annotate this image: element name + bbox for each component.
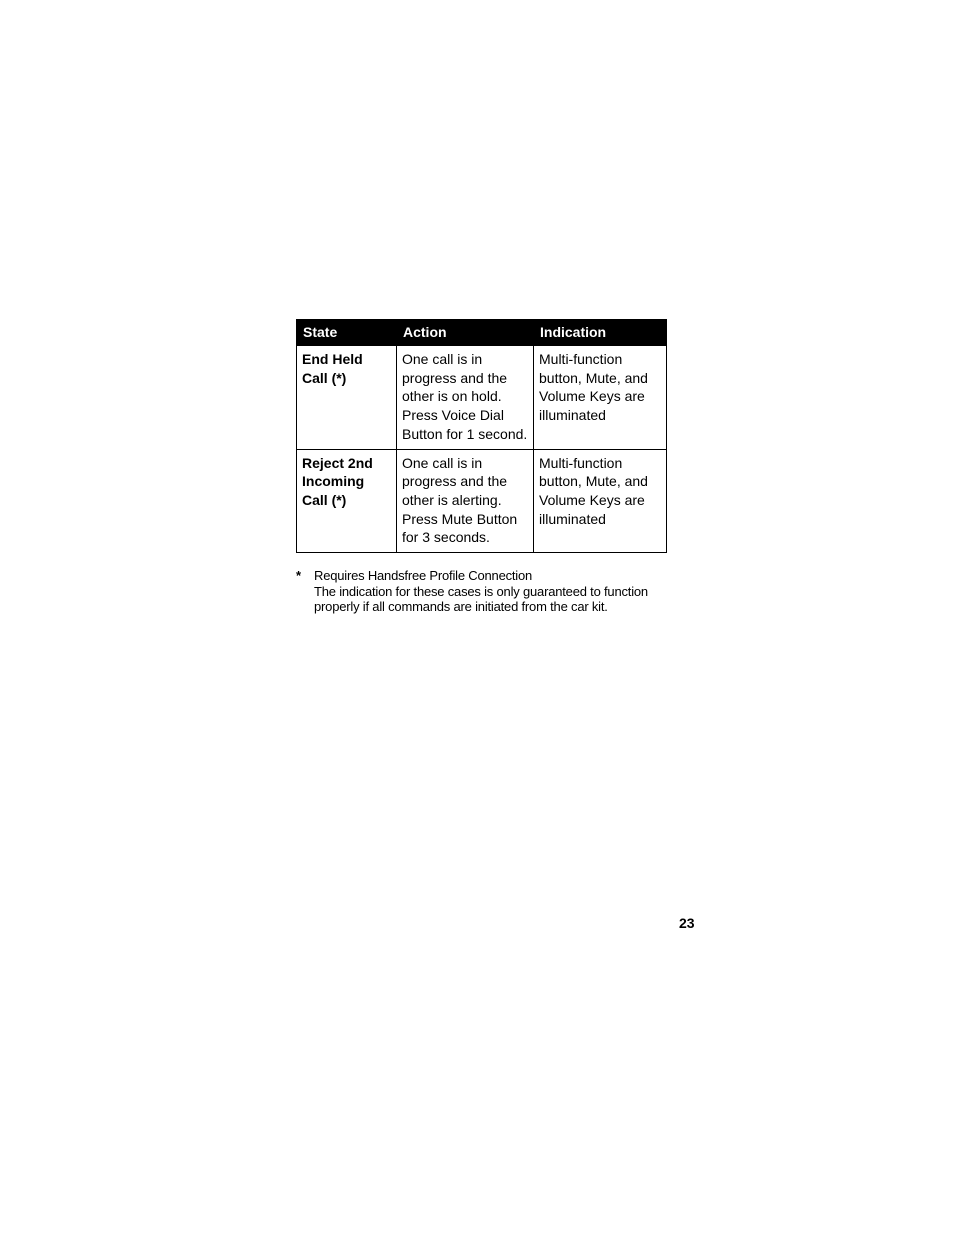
indication-line: illuminated bbox=[539, 510, 606, 527]
state-line: Incoming bbox=[302, 473, 365, 490]
action-line: Button for 1 second. bbox=[402, 425, 528, 442]
indication-line: button, Mute, and bbox=[539, 369, 648, 386]
indication-cell bbox=[534, 346, 667, 450]
action-cell bbox=[397, 346, 534, 450]
action-cell bbox=[397, 449, 534, 553]
action-line: other is on hold. bbox=[402, 388, 502, 405]
footnote-text bbox=[314, 568, 674, 615]
page-number: 23 bbox=[679, 915, 695, 931]
indication-line: Multi-function bbox=[539, 454, 623, 471]
action-line: One call is in bbox=[402, 454, 483, 471]
indication-line: Volume Keys are bbox=[539, 388, 645, 405]
call-feature-table bbox=[296, 319, 667, 553]
indication-cell bbox=[534, 449, 667, 553]
indication-line: illuminated bbox=[539, 407, 606, 424]
indication-line: Volume Keys are bbox=[539, 491, 645, 508]
action-line: for 3 seconds. bbox=[402, 529, 490, 546]
column-header-action: Action bbox=[397, 320, 534, 346]
action-line: Press Mute Button bbox=[402, 510, 518, 527]
table-row bbox=[297, 449, 667, 553]
action-line: progress and the bbox=[402, 369, 508, 386]
state-line: Reject 2nd bbox=[302, 454, 373, 471]
footnote-line: properly if all commands are initiated from the car kit. bbox=[314, 599, 608, 614]
column-header-state: State bbox=[297, 320, 397, 346]
state-line: End Held bbox=[302, 351, 363, 367]
action-line: other is alerting. bbox=[402, 491, 502, 508]
column-header-indication: Indication bbox=[534, 320, 667, 346]
action-line: progress and the bbox=[402, 473, 508, 490]
state-cell bbox=[297, 449, 397, 553]
footnote-line: The indication for these cases is only guaranteed to function bbox=[314, 583, 648, 599]
action-line: One call is in bbox=[402, 351, 483, 367]
table-header-row bbox=[297, 320, 667, 346]
table-row bbox=[297, 346, 667, 450]
state-cell bbox=[297, 346, 397, 450]
action-line: Press Voice Dial bbox=[402, 407, 504, 424]
footnote-marker: * bbox=[296, 568, 301, 583]
indication-line: button, Mute, and bbox=[539, 473, 648, 490]
footnote-line: Requires Handsfree Profile Connection bbox=[314, 568, 533, 583]
state-line: Call (*) bbox=[302, 491, 347, 508]
state-line: Call (*) bbox=[302, 369, 347, 386]
indication-line: Multi-function bbox=[539, 351, 623, 367]
